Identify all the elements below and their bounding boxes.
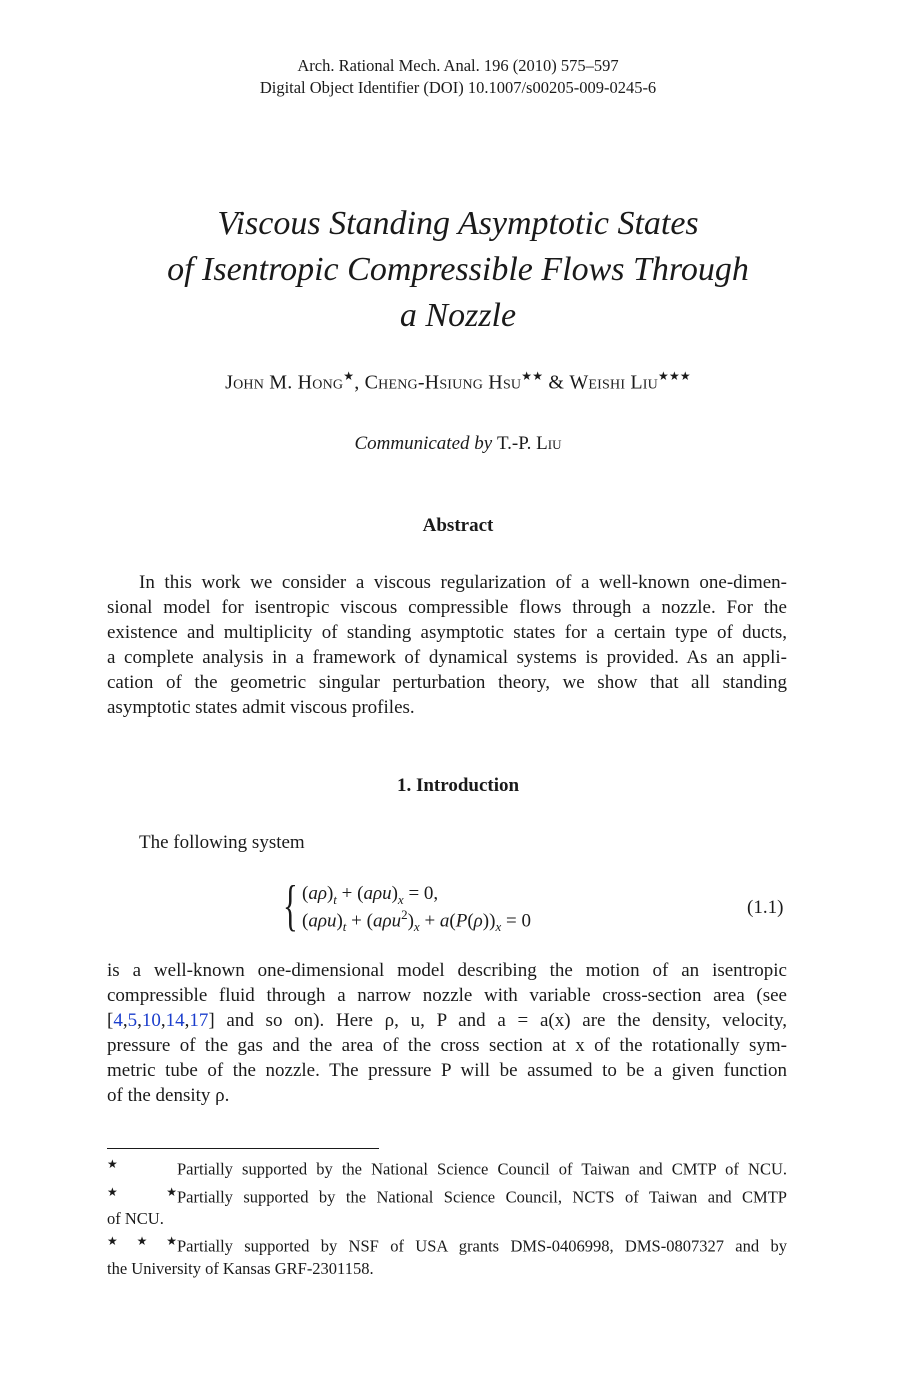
doi-line: Digital Object Identifier (DOI) 10.1007/s00205-009-0245-6 [259,78,657,97]
equation-brace: { [283,875,298,937]
communicated-label: Communicated by [354,433,493,454]
footnote-text: Partially supported by the National Science Council, NCTS of Taiwan and CMTP [177,1187,787,1206]
ref-link-14[interactable]: 14 [165,1010,185,1031]
abstract-line: cation of the geometric singular perturbation theory, we show that all standing [107,672,787,693]
intro-paragraph [107,958,787,1108]
author-list [0,370,916,395]
footnote-2-continued: of NCU. [107,1209,164,1228]
abstract-line: existence and multiplicity of standing asymptotic states for a certain type of ducts, [107,622,787,643]
footnote-rule [107,1148,379,1149]
author-separator: , [354,371,365,394]
communicated-by [0,433,916,455]
paragraph-text: ] and so on). Here ρ, u, P and a = a(x) are the density, velocity, [208,1010,787,1031]
abstract-line: sional model for isentropic viscous compressible flows through a nozzle. For the [107,597,787,618]
ref-comma: , [122,1010,128,1031]
journal-citation: Arch. Rational Mech. Anal. 196 (2010) 575–597 [297,56,619,75]
paragraph-line: of the density ρ. [107,1085,230,1106]
footnote-marker: ★★ [107,1184,177,1199]
ref-link-10[interactable]: 10 [141,1010,161,1031]
author-separator: & [543,371,570,394]
abstract-line: asymptotic states admit viscous profiles. [107,697,415,718]
ref-bracket: [ [107,1010,114,1031]
ref-link-5[interactable]: 5 [127,1010,138,1031]
abstract-line: a complete analysis in a framework of dynamical systems is provided. As an appli- [107,647,787,668]
footnote-3-continued: the University of Kansas GRF-2301158. [107,1258,374,1278]
ref-comma: , [137,1010,142,1031]
footnotes [107,1153,787,1280]
footnote-marker: ★ [107,1157,118,1171]
communicated-name: T.-P. Liu [496,433,562,454]
equation-number: (1.1) [747,897,784,918]
title-line-1: Viscous Standing Asymptotic States [217,205,699,242]
ref-comma: , [184,1010,190,1031]
equation-line-1: $(a\rho)_t + (a\rho u)_x = 0$, [302,883,439,907]
abstract-line: In this work we consider a viscous regularization of a well-known one-dimen- [139,572,787,593]
author-hsu: Cheng-Hsiung Hsu [364,371,522,394]
title-line-2: of Isentropic Compressible Flows Through [167,251,749,288]
ref-comma: , [160,1010,166,1031]
ref-link-17[interactable]: 17 [189,1010,209,1031]
title-line-3: a Nozzle [399,297,517,334]
section-heading-introduction: 1. Introduction [396,775,520,796]
paragraph-line: is a well-known one-dimensional model describing the motion of an isentropic [107,960,787,981]
footnote-marker: ★★★ [107,1234,177,1248]
footnote-1 [107,1153,787,1181]
paragraph-line: compressible fluid through a narrow nozzle with variable cross-section area (see [107,985,787,1006]
footnote-text: Partially supported by NSF of USA grants DMS-0406998, DMS-0807327 and by [177,1236,787,1256]
intro-lead: The following system [139,832,305,853]
paragraph-line: pressure of the gas and the area of the cross section at x of the rotationally sym- [107,1035,787,1056]
abstract-heading: Abstract [422,515,494,536]
paragraph-line [107,1008,787,1033]
footnote-text: Partially supported by the National Science Council of Taiwan and CMTP of NCU. [177,1159,787,1179]
footnote-3 [107,1230,787,1258]
footnote-mark-2: ★★ [521,369,544,383]
footnote-mark-3: ★★★ [657,369,691,383]
author-liu: Weishi Liu [569,371,658,394]
paragraph-line: metric tube of the nozzle. The pressure P will be assumed to be a given function [107,1060,787,1081]
author-hong: John M. Hong [225,371,344,394]
abstract-body [107,570,787,720]
footnote-2 [107,1181,787,1209]
ref-link-4[interactable]: 4 [113,1010,123,1031]
equation-line-2: $(a\rho u)_t + (a\rho u^2)_x + a(P(\rho))_x = 0$ [302,907,531,935]
footnote-mark-1: ★ [343,369,355,383]
